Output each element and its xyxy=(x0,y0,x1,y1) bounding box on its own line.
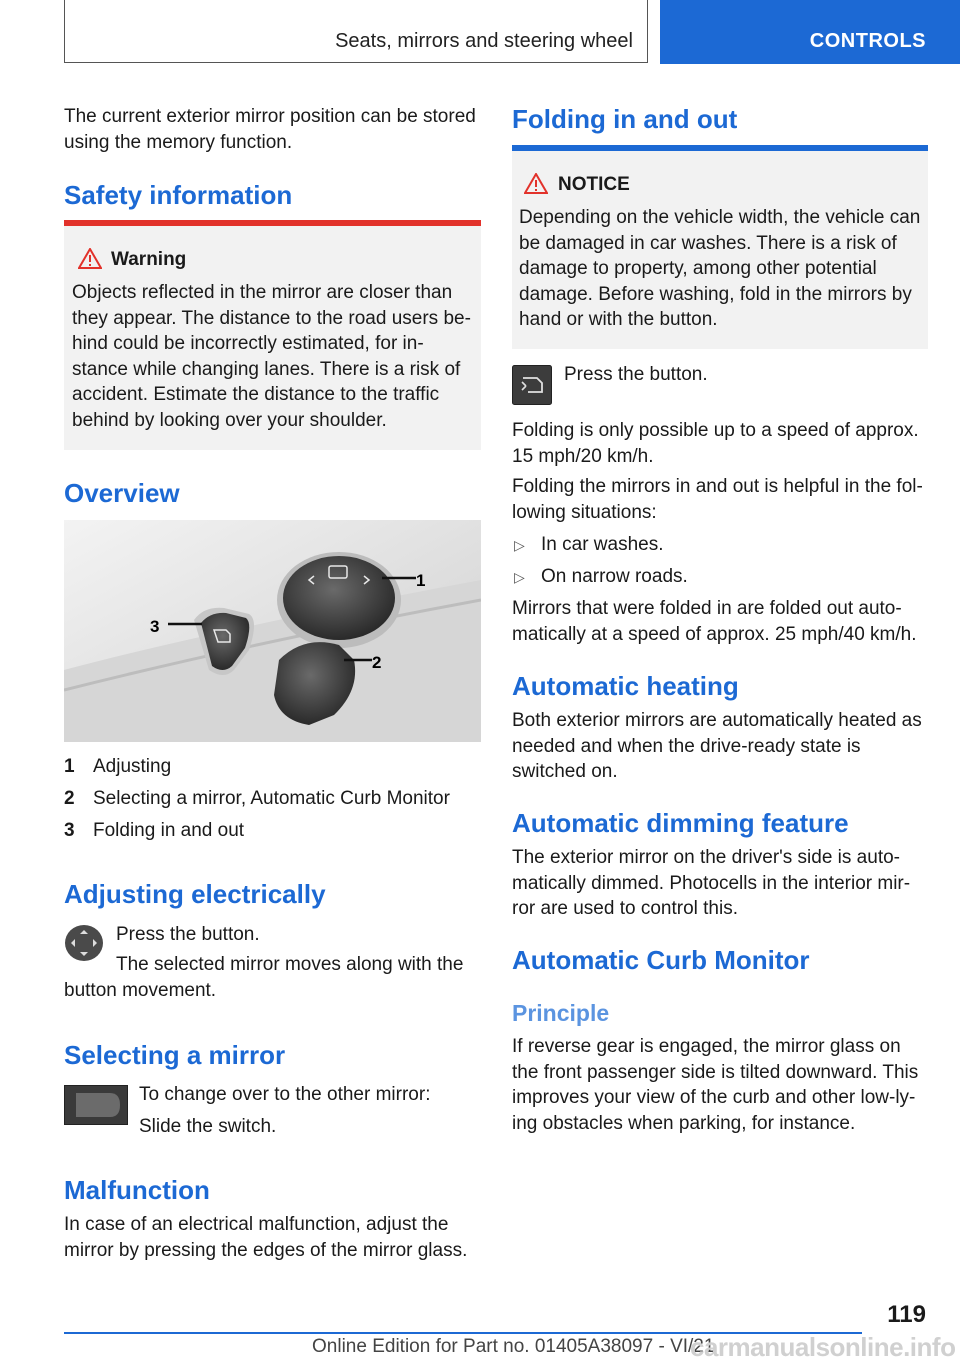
intro-paragraph: The current exterior mirror position can be stored using the memory function. xyxy=(64,106,476,153)
notice-triangle-icon xyxy=(524,173,548,194)
heating-heading: Automatic heating xyxy=(512,671,739,701)
header-chapter-title: CONTROLS xyxy=(809,30,926,52)
bullet-triangle-icon: ▷ xyxy=(514,537,525,553)
legend-label: Folding in and out xyxy=(93,820,245,841)
legend-label: Selecting a mirror, Automatic Curb Monitor xyxy=(93,788,450,809)
header-section-title: Seats, mirrors and steering wheel xyxy=(335,30,633,52)
warning-triangle-icon xyxy=(78,248,102,269)
slide-switch-icon xyxy=(64,1085,128,1125)
curb-heading: Automatic Curb Monitor xyxy=(512,945,810,975)
principle-heading: Principle xyxy=(512,1000,610,1026)
callout-3: 3 xyxy=(150,617,160,636)
bullet-item: On narrow roads. xyxy=(541,566,688,587)
folding-heading: Folding in and out xyxy=(512,104,738,134)
warning-box xyxy=(64,226,481,450)
mirror-controls-image xyxy=(64,520,481,742)
safety-heading: Safety information xyxy=(64,180,293,210)
folding-text-3: Mirrors that were folded in are folded out auto-matically at a speed of approx. 25 mph/40 km/h. xyxy=(512,598,917,645)
header-chapter-tab xyxy=(660,0,960,64)
legend-num: 2 xyxy=(64,788,75,809)
warning-title: Warning xyxy=(111,249,187,270)
notice-title: NOTICE xyxy=(558,174,630,195)
selecting-text-1: To change over to the other mirror: xyxy=(139,1084,431,1105)
adjusting-heading: Adjusting electrically xyxy=(64,879,326,909)
folding-text-1: Folding is only possible up to a speed of approx. 15 mph/20 km/h. xyxy=(512,420,919,467)
legend-num: 3 xyxy=(64,820,75,841)
legend-num: 1 xyxy=(64,756,75,777)
warning-text: Objects reflected in the mirror are closer than they appear. The distance to the road users be-hind could be incorrectly estimated, for in-stance while changing lanes. There is a risk of accident. Estimate the distance to the traffic behind by looking over your shoulder. xyxy=(72,282,471,431)
page-number: 119 xyxy=(887,1301,926,1328)
legend-label: Adjusting xyxy=(93,756,172,777)
fold-press-text: Press the button. xyxy=(564,364,708,385)
folding-text-2: Folding the mirrors in and out is helpful in the fol-lowing situations: xyxy=(512,476,923,523)
bullet-triangle-icon: ▷ xyxy=(514,569,525,585)
adjusting-press-text: Press the button. xyxy=(116,924,260,945)
principle-text: If reverse gear is engaged, the mirror glass on the front passenger side is tilted downward. This improves your view of the curb and other low-ly-ing obstacles when parking, for instance. xyxy=(512,1036,919,1134)
heating-text: Both exterior mirrors are automatically heated as needed and when the drive-ready state is switched on. xyxy=(512,710,922,782)
selecting-text-2: Slide the switch. xyxy=(139,1116,277,1137)
header-section-tab xyxy=(64,0,648,63)
fold-button-icon xyxy=(512,365,552,405)
footer-edition: Online Edition for Part no. 01405A38097 - VI/21 xyxy=(312,1336,715,1357)
notice-box xyxy=(512,151,928,349)
overview-heading: Overview xyxy=(64,478,180,508)
adjusting-text: The selected mirror moves along with the button movement. xyxy=(64,954,464,1001)
dimming-heading: Automatic dimming feature xyxy=(512,808,849,838)
notice-text: Depending on the vehicle width, the vehicle can be damaged in car washes. There is a risk of damage to property, among other potential damage. Before washing, fold in the mirrors by hand or with the button. xyxy=(519,207,921,330)
bullet-item: In car washes. xyxy=(541,534,664,555)
callout-1: 1 xyxy=(416,571,426,590)
dimming-text: The exterior mirror on the driver's side is auto-matically dimmed. Photocells in the interior mir-ror are used to control this. xyxy=(512,847,911,919)
selecting-heading: Selecting a mirror xyxy=(64,1040,286,1070)
callout-2: 2 xyxy=(372,653,382,672)
malfunction-heading: Malfunction xyxy=(64,1175,210,1205)
malfunction-text: In case of an electrical malfunction, adjust the mirror by pressing the edges of the mirror glass. xyxy=(64,1214,468,1261)
watermark: carmanualsonline.info xyxy=(690,1332,956,1362)
